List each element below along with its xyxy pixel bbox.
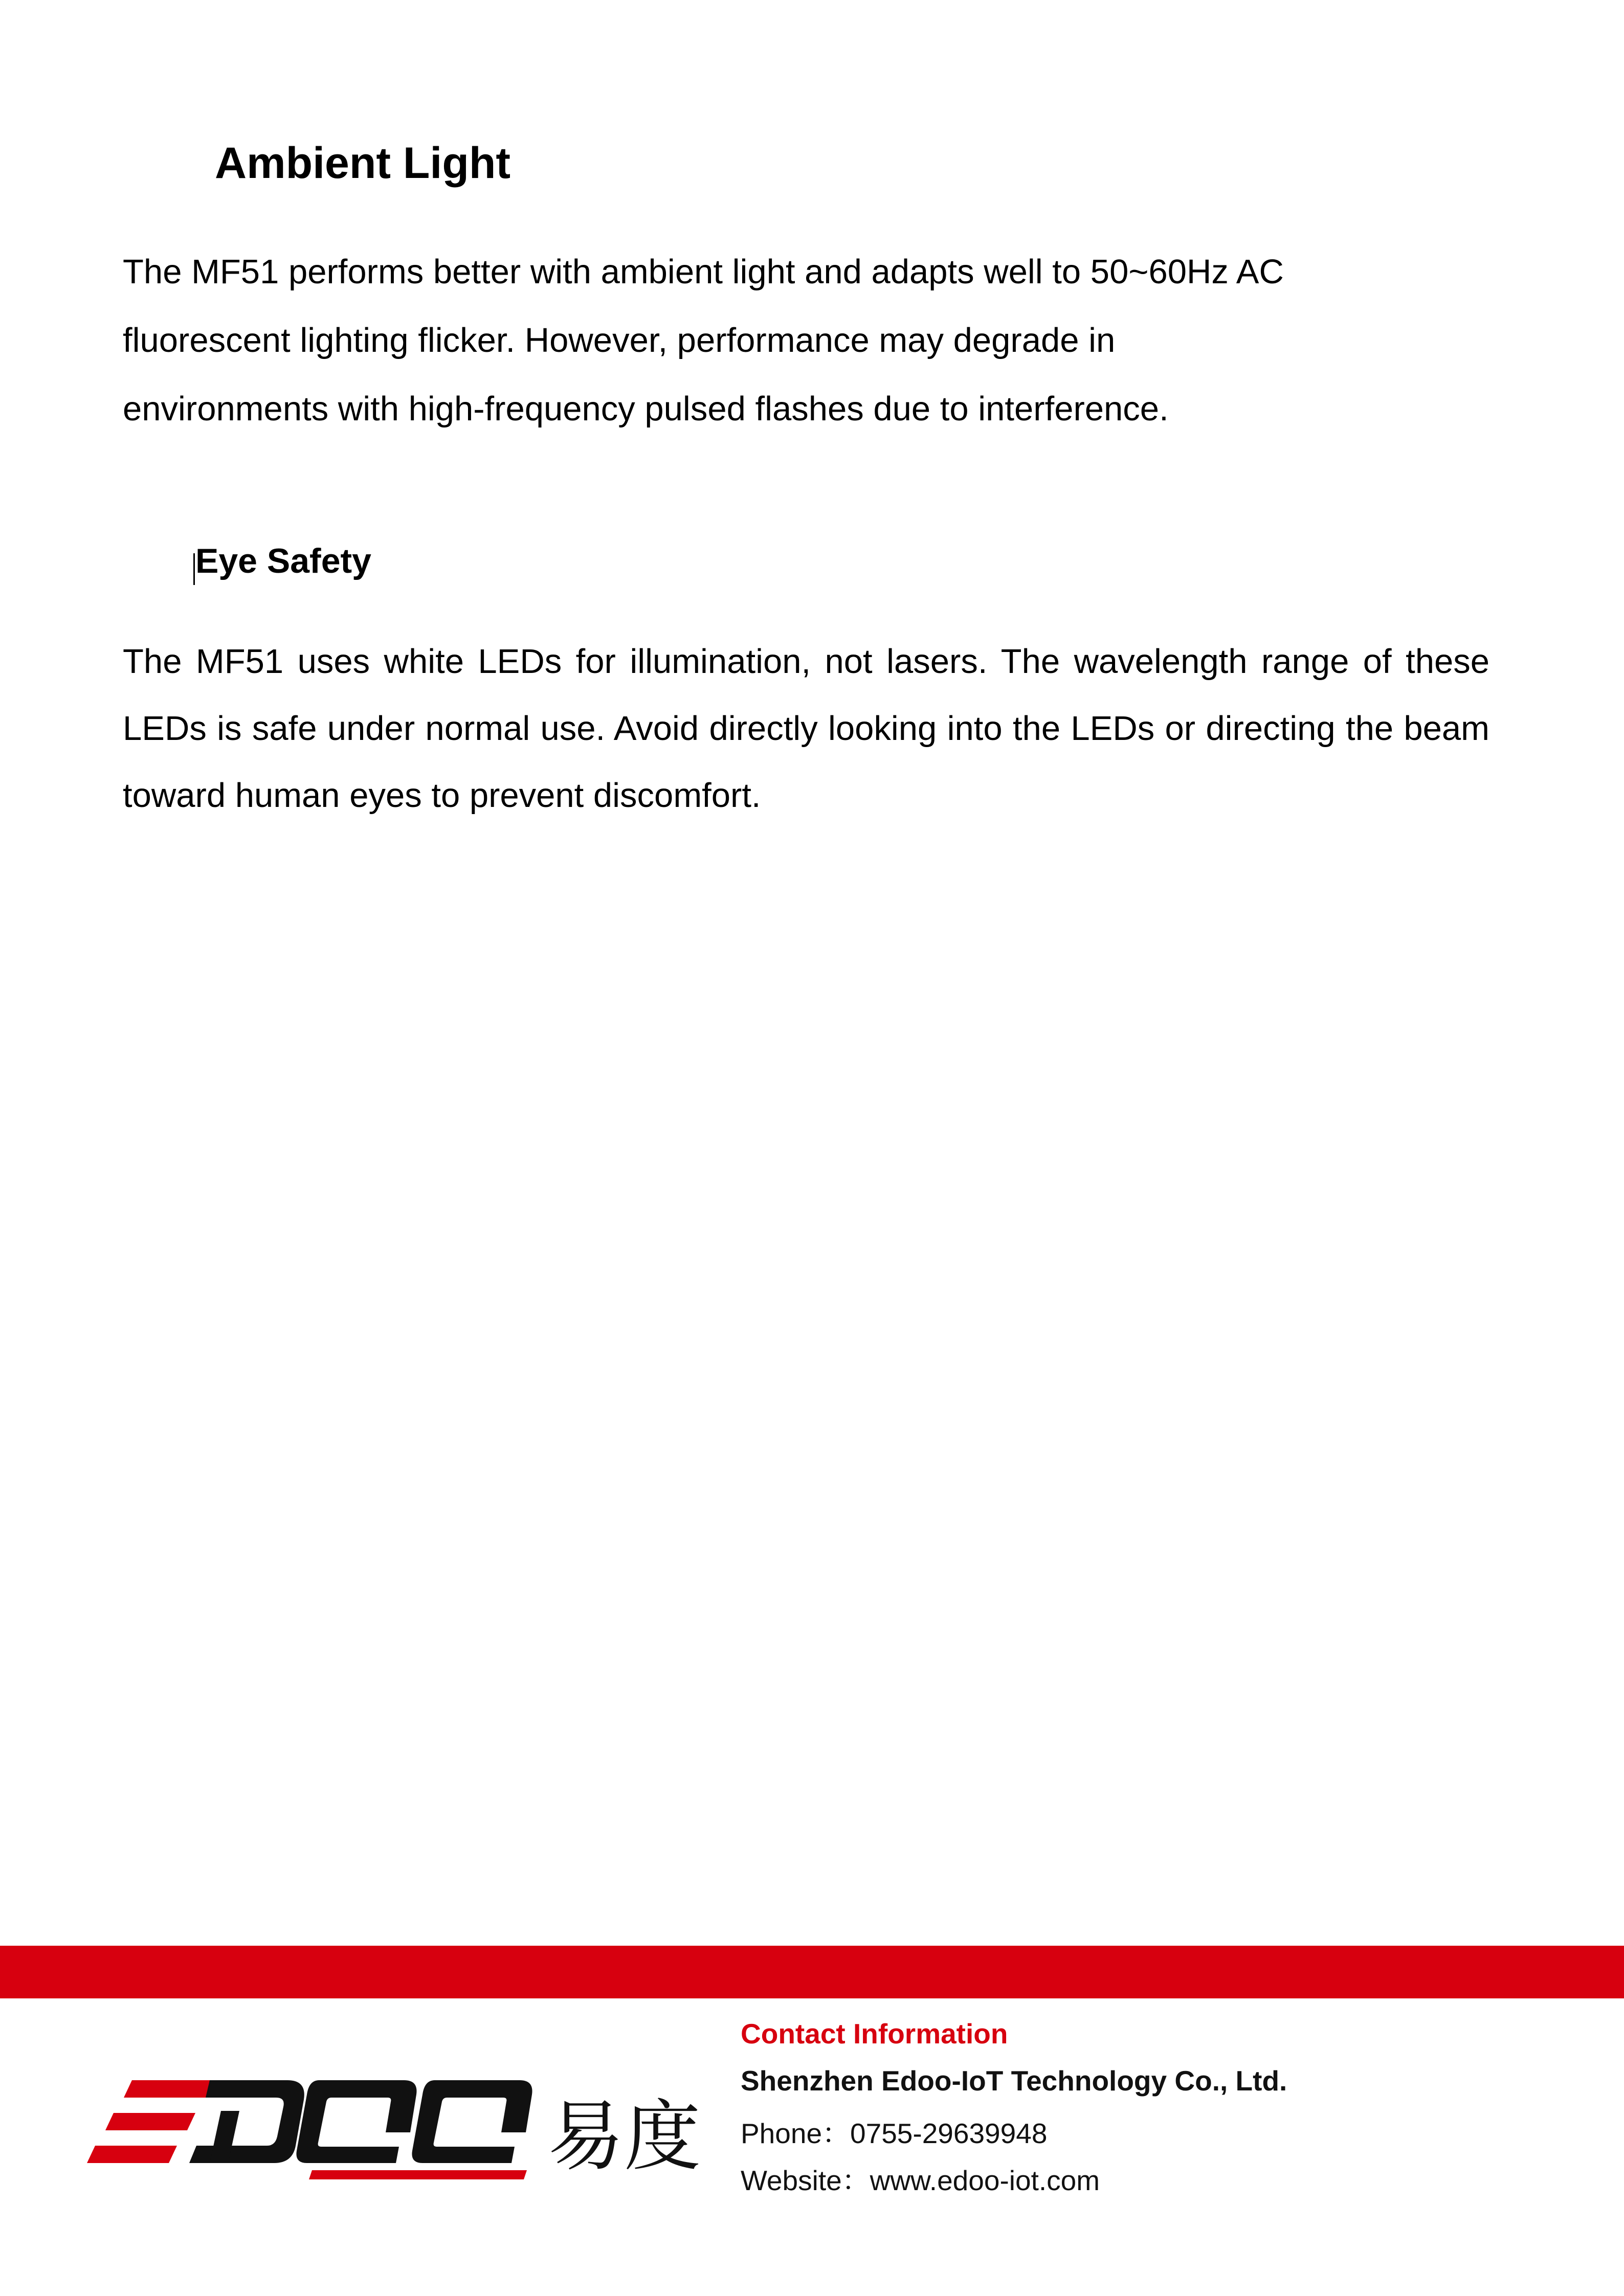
contact-website[interactable]: Website：www.edoo-iot.com <box>741 2165 1100 2196</box>
footer-red-band <box>0 1946 1624 1998</box>
company-name: Shenzhen Edoo-IoT Technology Co., Ltd. <box>741 2065 1287 2097</box>
contact-title: Contact Information <box>741 2018 1008 2050</box>
ambient-light-paragraph <box>123 238 1504 443</box>
text-cursor <box>193 553 195 585</box>
ambient-line-1: The MF51 performs better with ambient light and adapts well to 50~60Hz AC <box>123 253 1284 291</box>
ambient-line-2: fluorescent lighting flicker. However, performance may degrade in <box>123 321 1116 359</box>
section-heading-ambient-light: Ambient Light <box>215 139 511 188</box>
contact-phone: Phone：0755-29639948 <box>741 2118 1048 2149</box>
ambient-line-3: environments with high-frequency pulsed flashes due to interference. <box>123 390 1169 428</box>
logo-chinese-text: 易度 <box>547 2092 701 2181</box>
eye-safety-paragraph: The MF51 uses white LEDs for illumination, not lasers. The wavelength range of these LEDs is safe under normal use. Avoid directly looking into the LEDs or directing the beam toward human eyes to prevent discomfort. <box>123 642 1489 815</box>
section-heading-eye-safety: Eye Safety <box>195 542 371 580</box>
edoo-logo <box>87 2066 701 2184</box>
